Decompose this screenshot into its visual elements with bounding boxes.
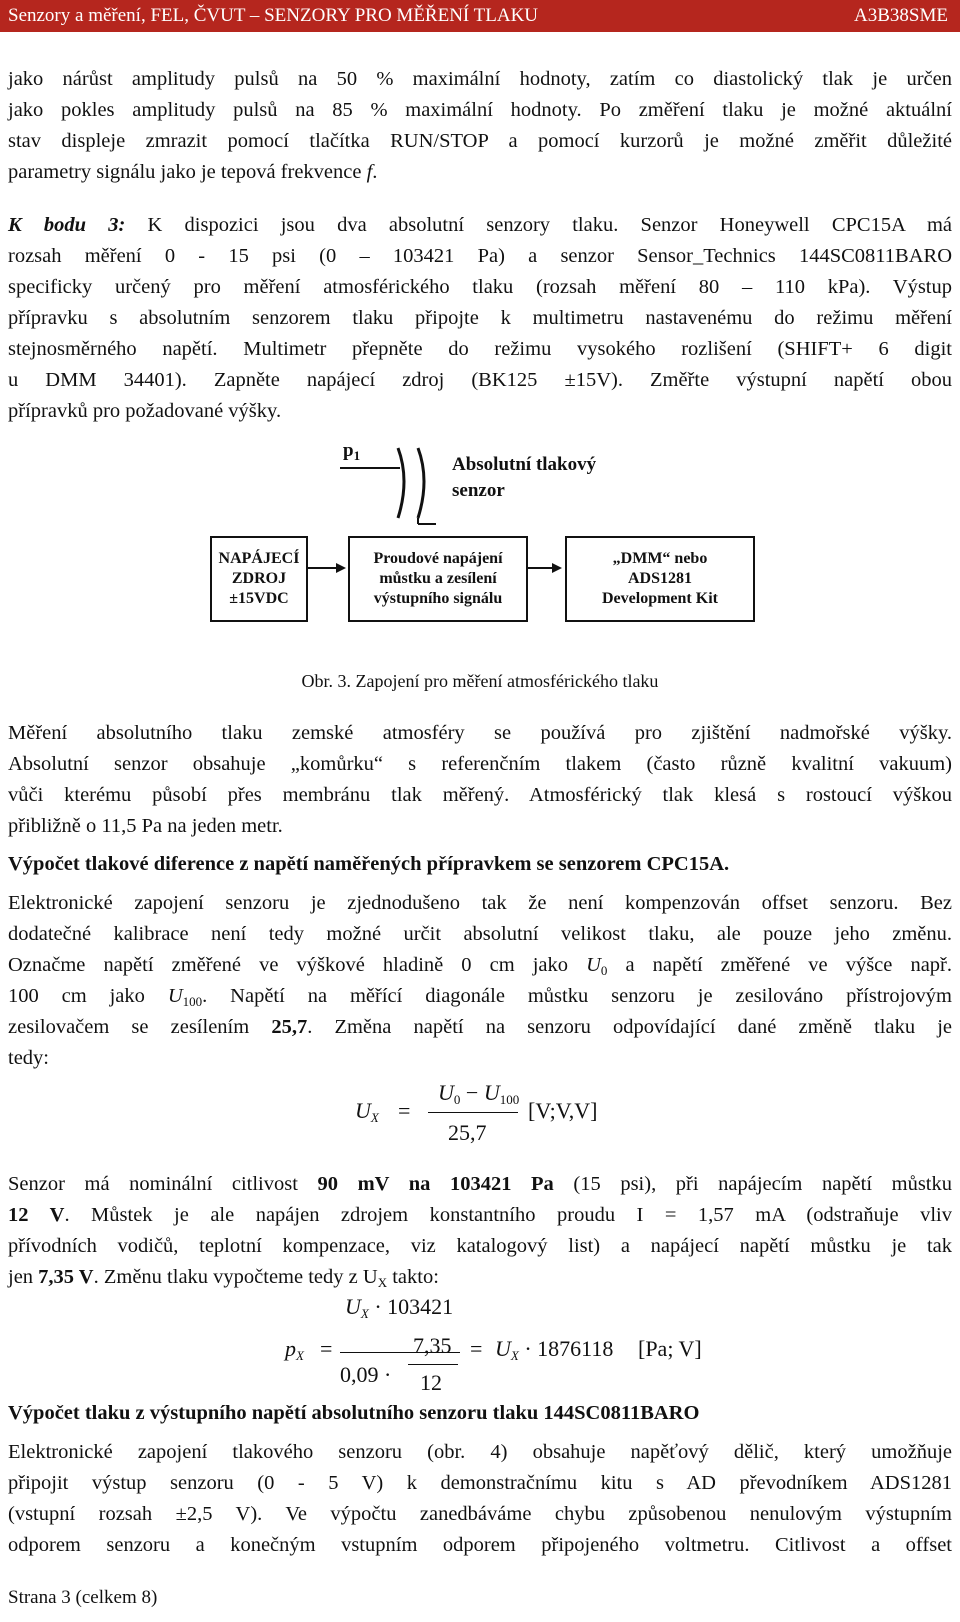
- text-line: dodatečné kalibrace není tedy možné určit absolutní velikost tlaku, ale pouze jeho změnu.: [8, 923, 952, 945]
- text-line: parametry signálu jako je tepová frekvence f.: [8, 161, 378, 183]
- text-line: přípravků pro požadované výšky.: [8, 400, 282, 422]
- text-line: přibližně o 11,5 Pa na jeden metr.: [8, 815, 283, 837]
- eq-equals: =: [320, 1336, 333, 1361]
- text-line: stav displeje zmrazit pomocí tlačítka RUN/STOP a pomocí kurzorů je možné změřit důležité: [8, 130, 952, 152]
- eq-lhs: $p_X$: [285, 1336, 304, 1363]
- eq-denominator: 25,7: [448, 1120, 487, 1145]
- text-line: zesilovačem se zesílením 25,7. Změna napětí na senzoru odpovídající dané změně tlaku je: [8, 1016, 953, 1038]
- eq-lhs: $U_X$: [355, 1098, 379, 1125]
- text-line: odporem senzoru a konečným vstupním odporem připojeného voltmetru. Citlivost a offset: [8, 1534, 952, 1556]
- header-course-code: A3B38SME: [854, 5, 948, 26]
- dmm-box: „DMM“ nebo ADS1281 Development Kit: [565, 536, 755, 622]
- task-label: K bodu 3:: [8, 214, 126, 236]
- text-line: stejnosměrného napětí. Multimetr přepněte do režimu vysokého rozlišení (SHIFT+ 6 digit: [8, 338, 952, 360]
- text-line: K bodu 3: K dispozici jsou dva absolutní senzory tlaku. Senzor Honeywell CPC15A má: [8, 214, 952, 236]
- text-line: u DMM 34401). Zapněte napájecí zdroj (BK125 ±15V). Změřte výstupní napětí obou: [8, 369, 952, 391]
- text-line: tedy:: [8, 1047, 49, 1069]
- text-line: 100 cm jako U100. Napětí na měřící diagonále můstku senzoru je zesilováno přístrojovým: [8, 985, 952, 1009]
- text-line: vůči kterému působí přes membránu tlak měřený. Atmosférický tlak klesá s rostoucí výškou: [8, 784, 952, 806]
- text-line: přípravku s absolutním senzorem tlaku připojte k multimetru nastavenému do režimu měření: [8, 307, 952, 329]
- text-line: připojit výstup senzoru (0 - 5 V) k demonstračnímu kitu s AD převodníkem ADS1281: [8, 1472, 952, 1494]
- text-line: jen 7,35 V. Změnu tlaku vypočteme tedy z UX takto:: [8, 1266, 439, 1290]
- eq-equals: =: [398, 1098, 411, 1123]
- figure-caption: Obr. 3. Zapojení pro měření atmosférického tlaku: [301, 671, 659, 691]
- text-line: Elektronické zapojení tlakového senzoru (obr. 4) obsahuje napěťový dělič, který umožňuje: [8, 1441, 952, 1463]
- section-heading: Výpočet tlaku z výstupního napětí absolutního senzoru tlaku 144SC0811BARO: [8, 1402, 700, 1424]
- text-line: specificky určený pro měření atmosférického tlaku (rozsah měření 80 – 110 kPa). Výstup: [8, 276, 952, 298]
- sensor-label: Absolutní tlakový senzor: [452, 454, 597, 501]
- power-supply-box: NAPÁJECÍ ZDROJ ±15VDC: [210, 536, 308, 622]
- text-line: Elektronické zapojení senzoru je zjednodušeno tak že není kompenzován offset senzoru. Bez: [8, 892, 952, 914]
- section-heading: Výpočet tlakové diference z napětí naměřených přípravkem se senzorem CPC15A.: [8, 853, 730, 875]
- eq-result: $U_X \cdot 1876118$: [495, 1336, 614, 1363]
- eq-numerator: U0 − U100: [438, 1080, 520, 1107]
- text-line: jako nárůst amplitudy pulsů na 50 % maximální hodnoty, zatím co diastolický tlak je určen: [8, 68, 952, 90]
- eq-equals-2: =: [470, 1336, 483, 1361]
- text-line: jako pokles amplitudy pulsů na 85 % maximální hodnoty. Po změření tlaku je možné aktuální: [8, 99, 952, 121]
- text-line: 12 V. Můstek je ale napájen zdrojem konstantního proudu I = 1,57 mA (odstraňuje vliv: [8, 1204, 952, 1226]
- text-line: rozsah měření 0 - 15 psi (0 – 103421 Pa) a senzor Sensor_Technics 144SC0811BARO: [8, 245, 952, 267]
- eq-denominator-coefficient: 0,09 ·: [340, 1362, 392, 1387]
- eq-inner-denominator: 12: [420, 1370, 442, 1395]
- bridge-amplifier-box: Proudové napájení můstku a zesílení výstupního signálu: [348, 536, 528, 622]
- page-footer: Strana 3 (celkem 8): [8, 1587, 158, 1608]
- text-line: Měření absolutního tlaku zemské atmosféry se používá pro zjištění nadmořské výšky.: [8, 722, 952, 744]
- pressure-input-label: $p_1$: [343, 440, 361, 463]
- text-line: Označme napětí změřené ve výškové hladině 0 cm jako U0 a napětí změřené ve výšce např.: [8, 954, 952, 978]
- page-header: [0, 0, 960, 32]
- text-line: Senzor má nominální citlivost 90 mV na 103421 Pa (15 psi), při napájecím napětí můstku: [8, 1173, 953, 1195]
- header-title: Senzory a měření, FEL, ČVUT – SENZORY PRO MĚŘENÍ TLAKU: [8, 5, 539, 26]
- eq-units: [Pa; V]: [638, 1336, 702, 1361]
- eq-numerator: $U_X \cdot 103421$: [345, 1294, 454, 1321]
- text-line: Absolutní senzor obsahuje „komůrku“ s referenčním tlakem (často různě kvalitní vakuum): [8, 753, 952, 775]
- eq-inner-fraction-bar: [408, 1364, 458, 1365]
- eq-inner-numerator: 7,35: [413, 1333, 452, 1358]
- eq-fraction-bar: [428, 1112, 518, 1113]
- text-line: přívodních vodičů, teplotní kompenzace, viz katalogový list) a napájecí napětí můstku je tak: [8, 1235, 952, 1257]
- eq-units: [V;V,V]: [528, 1098, 598, 1123]
- text-line: (vstupní rozsah ±2,5 V). Ve výpočtu zanedbáváme chybu způsobenou nenulovým výstupním: [8, 1503, 952, 1525]
